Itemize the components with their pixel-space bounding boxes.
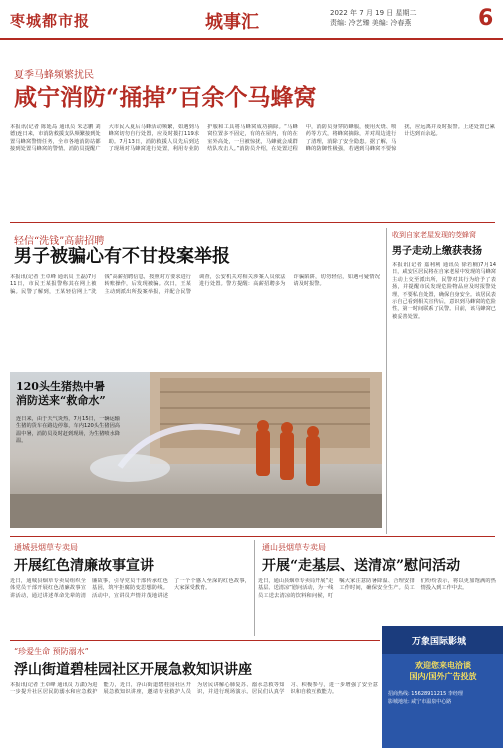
fushan-title: 浮山街道碧桂园社区开展急救知识讲座 <box>14 662 252 678</box>
page-number: 6 <box>478 6 494 31</box>
lead-kicker: 夏季马蜂频繁扰民 <box>14 70 94 81</box>
lead-body: 本报讯(记者 陈延岛 通讯员 朱志鹏 刘德)连日来，市消防救援支队频繁接到处置马蜂窝警情任务，全市各地消防站都接到处置马蜂窝的警情。消防员提醒广大市民入夏后马蜂活动频繁，如遇到马蜂窝切勿自行处置，应及时拨打119求助。7月13日，消防救援人员先后到达了现场对马蜂窝进行处置，利用专业防护服和工具将马蜂窝成功摘除。“马蜂窝位置多不固定，有的在屋内，有的在室外高处，一旦被惊扰，马蜂就会成群结队攻击人。”消防员介绍，在处置过程中，消防员身穿防蜂服，使用火烧、喷药等方式，将蜂窝摘除，并对周边进行了清理，消除了安全隐患。据了解，马蜂的防御性极强，若遇到马蜂窝不要惊扰，应远离并及时报警。上述处置已累计达到百余起。 <box>10 124 495 153</box>
fushan-body: 本报讯(记者 王卓峰 通讯员 万潇)为进一步提升社区居民防溺水和应急救护能力，近日，浮山街道碧桂园社区开展急救知识讲座，邀请专业救护人员为居民讲解心肺复苏、溺水急救等知识，并进行现场演示。居民们认真学习、积极参与，进一步增强了安全意识和自救互救能力。 <box>10 682 378 696</box>
right-title: 男子走动上缴获表扬 <box>392 246 482 257</box>
divider <box>386 228 387 534</box>
date-text: 2022 年 7 月 19 日 星期二 <box>330 9 417 17</box>
divider <box>10 222 495 223</box>
ad-details <box>388 690 498 706</box>
ad-hotline: 招商热线: 15628911215 李经理 <box>388 691 463 697</box>
ad-logo: 万象国际影城 <box>412 637 467 647</box>
tongcheng-title: 开展红色清廉故事宣讲 <box>14 558 154 574</box>
fraud-kicker: 轻信“洗钱”高薪招聘 <box>14 236 105 247</box>
section-title: 城事汇 <box>205 12 259 33</box>
date-line <box>330 8 417 28</box>
fraud-body: 本报讯(记者 王卓峰 通讯员 王磊)7月11日，市民王某报警称其在网上被骗。民警了解到，王某轻信网上“洗钱”高薪招聘信息，按照对方要求进行转账操作，后发现被骗。次日，王某主动到派出所投案举报，并配合民警调查，公安机关对相关涉案人员依法进行处置。警方提醒：高薪招聘多为诈骗陷阱，切勿轻信，如遇可疑情况请及时报警。 <box>10 274 380 295</box>
fushan-kicker: “珍爱生命 预防溺水” <box>14 647 89 656</box>
lead-title: 咸宁消防“捅掉”百余个马蜂窝 <box>14 84 317 111</box>
editor-text: 责编: 冷艺臻 美编: 冷春燕 <box>330 19 412 27</box>
tongcheng-body: 近日，通城县烟草专卖局组织全体党员干部开展红色清廉故事宣讲活动，通过讲述革命先辈的清廉故事，引导党员干部传承红色基因，筑牢拒腐防变思想防线。活动中，宣讲员声情并茂地讲述了一个个感人至深的红色故事，大家深受教育。 <box>10 578 250 599</box>
cinema-advertisement[interactable] <box>382 626 503 748</box>
fraud-title: 男子被骗心有不甘投案举报 <box>14 246 230 267</box>
firefighters-photo <box>10 372 382 528</box>
tongshan-body: 近日，通山县烟草专卖局开展“走基层、送清凉”慰问活动，为一线员工送去清凉的饮料和问候，叮嘱大家注意防暑降温、合理安排工作时间，确保安全生产。员工们纷纷表示，将以更加饱满的热情投入到工作中去。 <box>258 578 496 599</box>
ad-slogan: 欢迎您来电洽谈 国内/国外广告投放 <box>409 661 477 681</box>
divider <box>10 640 380 641</box>
brand-logo: 枣城都市报 <box>10 12 91 30</box>
tongshan-kicker: 通山县烟草专卖局 <box>262 543 326 552</box>
divider <box>10 536 495 537</box>
right-body: 本报讯(记者 嘉利利 通讯员 徐若楠)7月14日，咸安区居民将在自家老屋中发现的马蜂窝主动上交至派出所，民警对其行为给予了表扬，并提醒市民发现危险物品应及时报警处理，不要私自处置，确保自身安全。该居民表示自己看到相关宣传后，意识到马蜂窝的危险性，第一时间联系了民警。目前，该马蜂窝已被妥善处置。 <box>392 262 496 320</box>
tongshan-title: 开展“走基层、送清凉”慰问活动 <box>262 558 461 574</box>
right-kicker: 收到自家老屋发现的茭蜂窝 <box>392 231 476 239</box>
tongcheng-kicker: 通城县烟草专卖局 <box>14 543 78 552</box>
ad-address: 影城地址: 咸宁市温泉中心路 <box>388 699 452 705</box>
photo-caption: 连日来，由于天气炎热，7月15日，一辆运输生猪的货车在路边停靠，车内120头生猪因高温中暑，消防员及时赶到现场，为生猪喷水降温。 <box>16 416 120 445</box>
divider <box>254 540 255 636</box>
masthead <box>0 0 503 40</box>
photo-title: 120头生猪热中暑 消防送来“救命水” <box>16 380 106 407</box>
ad-header <box>382 626 503 654</box>
